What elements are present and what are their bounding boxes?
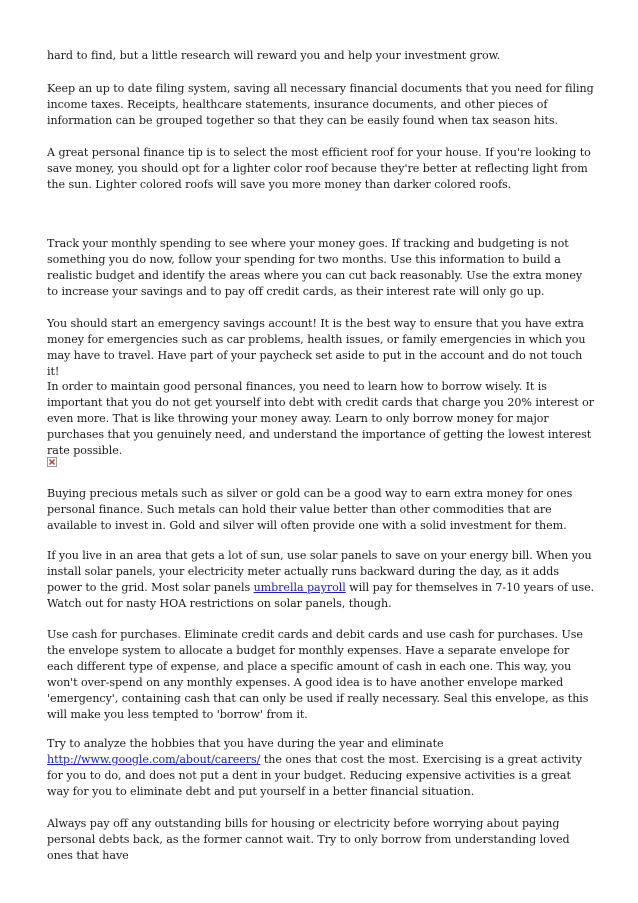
paragraph-1: hard to find, but a little research will reward you and help your investment grow. [47, 49, 501, 62]
paragraph-2: Keep an up to date filing system, saving all necessary financial documents that you need for filing income taxes. Receipts, healthcare statements, insurance documents, and other pieces of information can be grouped together so that they can be easily found when tax season hits. [47, 82, 594, 127]
paragraph-9: Use cash for purchases. Eliminate credit cards and debit cards and use cash for purchases. Use the envelope system to allocate a budget for monthly expenses. Have a separate envelope for each different type of expense, and place a specific amount of cash in each one. This way, you won't over-spend on any monthly expenses. A good idea is to have another envelope marked 'emergency', containing cash that can only be used if really necessary. Seal this envelope, as this will make you less tempted to 'borrow' from it. [47, 628, 589, 721]
paragraph-5: You should start an emergency savings account! It is the best way to ensure that you have extra money for emergencies such as car problems, health issues, or family emergencies in which you may have to travel. Have part of your paycheck set aside to put in the account and do not touch it! [47, 317, 586, 378]
paragraph-4: Track your monthly spending to see where your money goes. If tracking and budgeting is not something you do now, follow your spending for two months. Use this information to build a realistic budget and identify the areas where you can cut back reasonably. Use the extra money to increase your savings and to pay off credit cards, as their interest rate will only go up. [47, 237, 583, 298]
paragraph-10-text-after: the ones that cost the most. Exercising is a great activity for you to do, and does not put a dent in your budget. Reducing expensive activities is a great way for you to eliminate debt and put yourself in a better financial situation. [47, 753, 582, 798]
paragraph-11: Always pay off any outstanding bills for housing or electricity before worrying about paying personal debts back, as the former cannot wait. Try to only borrow from understanding loved ones that have [47, 817, 570, 862]
paragraph-10-text-before: Try to analyze the hobbies that you have during the year and eliminate [47, 737, 444, 750]
paragraph-10 [47, 736, 595, 800]
paragraph-8 [47, 548, 595, 612]
broken-image-icon [47, 457, 57, 467]
paragraph-8-text-before: If you live in an area that gets a lot of sun, use solar panels to save on your energy bill. When you install solar panels, your electricity meter actually runs backward during the day, as it adds power to the grid. Most solar panels [47, 549, 592, 594]
paragraph-8-text-after: will pay for themselves in 7-10 years of use. Watch out for nasty HOA restrictions on solar panels, though. [47, 581, 595, 610]
google-careers-link[interactable]: http://www.google.com/about/careers/ [47, 753, 261, 766]
paragraph-6: In order to maintain good personal finances, you need to learn how to borrow wisely. It is important that you do not get yourself into debt with credit cards that charge you 20% interest or even more. That is like throwing your money away. Learn to only borrow money for major purchases that you genuinely need, and understand the importance of getting the lowest interest rate possible. [47, 380, 595, 457]
umbrella-payroll-link[interactable]: umbrella payroll [253, 581, 346, 594]
paragraph-3: A great personal finance tip is to select the most efficient roof for your house. If you're looking to save money, you should opt for a lighter color roof because they're better at reflecting light from the sun. Lighter colored roofs will save you more money than darker colored roofs. [47, 146, 591, 191]
paragraph-7: Buying precious metals such as silver or gold can be a good way to earn extra money for ones personal finance. Such metals can hold their value better than other commodities that are available to invest in. Gold and silver will often provide one with a solid investment for them. [47, 487, 573, 532]
